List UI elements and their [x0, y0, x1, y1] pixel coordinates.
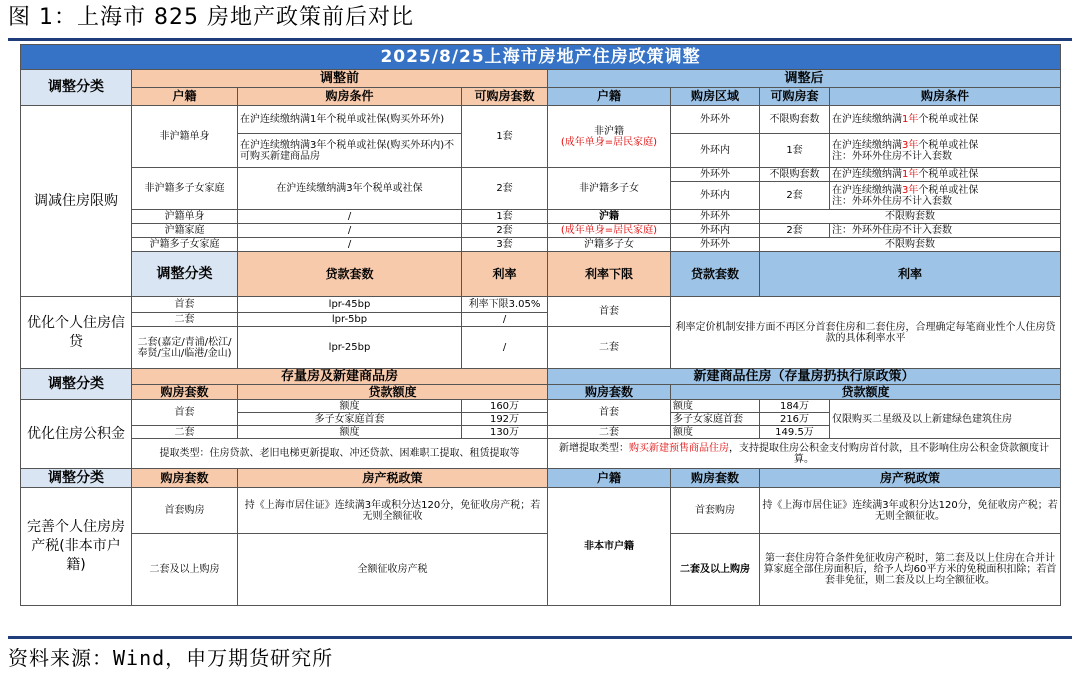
table-cell: 1套: [462, 106, 548, 168]
cond-note: 注：外环外住房不计入套数: [832, 150, 952, 162]
col-count: 购房套数: [132, 385, 238, 400]
table-cell: 二套及以上购房: [671, 534, 760, 606]
table-cell: 额度: [238, 426, 462, 439]
table-cell: 首套购房: [671, 488, 760, 534]
table-cell: /: [462, 327, 548, 369]
col-condition-after: 购房条件: [830, 88, 1061, 106]
col-amount: 贷款额度: [238, 385, 548, 400]
table-cell: 提取类型：住房贷款、老旧电梯更新提取、冲还贷款、困难职工提取、租赁提取等: [132, 439, 548, 469]
table-cell: lpr-25bp: [238, 327, 462, 369]
source-note: 资料来源：Wind，申万期货研究所: [8, 646, 334, 670]
col-loan-count-after: 贷款套数: [671, 252, 760, 297]
table-cell: 在沪连续缴纳满1年个税单或社保(购买外环外): [238, 106, 462, 134]
hukou-label: 非沪籍: [594, 125, 624, 137]
table-cell: /: [462, 313, 548, 327]
col-count-after: 购房套数: [548, 385, 671, 400]
table-cell: 非沪籍多子女家庭: [132, 168, 238, 210]
category-header: 调整分类: [21, 469, 132, 488]
table-cell: /: [238, 210, 462, 224]
table-cell: 多子女家庭首套: [671, 413, 760, 426]
table-cell: 3套: [462, 238, 548, 252]
table-cell: [830, 168, 1061, 182]
extract-highlight: 购买新建预售商品住房: [629, 442, 730, 454]
table-cell: 额度: [238, 400, 462, 413]
table-cell: 外环外: [671, 168, 760, 182]
table-cell: [548, 106, 671, 168]
top-rule: [8, 38, 1072, 41]
section-purchase-limit: 调减住房限购: [21, 106, 132, 297]
hukou-note: (成年单身=居民家庭): [560, 136, 658, 148]
table-cell: [830, 106, 1061, 134]
table-cell: 沪籍多子女家庭: [132, 238, 238, 252]
table-cell: 首套: [548, 297, 671, 327]
before-header: 存量房及新建商品房: [132, 369, 548, 385]
table-cell: 不限购套数: [760, 238, 1061, 252]
col-area-after: 购房区域: [671, 88, 760, 106]
table-cell: 持《上海市居住证》连续满3年或积分达120分，免征收房产税；若无则全额征收: [238, 488, 548, 534]
table-cell: 外环外: [671, 106, 760, 134]
table-cell: 第一套住房符合条件免征收房产税时，第二套及以上住房在合并计算家庭全部住房面积后，给予人均60平方米的免税面积扣除；若首套非免征，则二套及以上均全额征收。: [760, 534, 1061, 606]
col-loan-count: 贷款套数: [238, 252, 462, 297]
table-cell: 二套: [548, 426, 671, 439]
table-cell: 注：外环外住房不计入套数: [830, 224, 1061, 238]
category-header: 调整分类: [132, 252, 238, 297]
table-cell: 额度: [671, 400, 760, 413]
table-cell: 外环内: [671, 134, 760, 168]
col-count-after: 购房套数: [671, 469, 760, 488]
table-cell: lpr-45bp: [238, 297, 462, 313]
table-cell: 沪籍: [548, 210, 671, 224]
col-count: 可购房套数: [462, 88, 548, 106]
table-cell: 外环外: [671, 210, 760, 224]
table-cell: 1套: [760, 134, 830, 168]
cond-years: 1年: [902, 114, 919, 125]
table-cell: [830, 134, 1061, 168]
table-cell: 149.5万: [760, 426, 830, 439]
table-cell: 二套及以上购房: [132, 534, 238, 606]
table-cell: 184万: [760, 400, 830, 413]
extract-text: ，支持提取住房公积金支付购房首付款，且不影响住房公积金贷款额度计算。: [729, 442, 1050, 465]
table-cell: 二套(嘉定/青浦/松江/奉贤/宝山/临港/金山): [132, 327, 238, 369]
col-hukou: 户籍: [132, 88, 238, 106]
table-cell: 160万: [462, 400, 548, 413]
table-cell: 二套: [132, 313, 238, 327]
col-amount-after: 贷款额度: [671, 385, 1061, 400]
section-property-tax: 完善个人住房房产税(非本市户籍): [21, 488, 132, 606]
table-cell: 非本市户籍: [548, 488, 671, 606]
cond-text: 个税单或社保: [918, 139, 979, 151]
table-cell: 二套: [132, 426, 238, 439]
before-header: 调整前: [132, 70, 548, 88]
category-header: 调整分类: [21, 70, 132, 106]
table-cell: 仅限购买二星级及以上新建绿色建筑住房: [830, 400, 1061, 439]
table-cell: 非沪籍多子女: [548, 168, 671, 210]
after-header: 调整后: [548, 70, 1061, 88]
cond-years: 3年: [902, 184, 919, 196]
col-rate: 利率: [462, 252, 548, 297]
cond-text: 在沪连续缴纳满: [832, 139, 902, 151]
cond-text: 在沪连续缴纳满: [832, 169, 902, 180]
category-header: 调整分类: [21, 369, 132, 400]
bottom-rule: [8, 636, 1072, 639]
table-cell: 多子女家庭首套: [238, 413, 462, 426]
col-tax: 房产税政策: [238, 469, 548, 488]
col-hukou-after: 户籍: [548, 88, 671, 106]
table-cell: 首套: [548, 400, 671, 426]
table-cell: /: [238, 238, 462, 252]
table-cell: 沪籍多子女: [548, 238, 671, 252]
after-header: 新建商品住房（存量房扔执行原政策）: [548, 369, 1061, 385]
table-cell: 216万: [760, 413, 830, 426]
table-cell: 额度: [671, 426, 760, 439]
table-cell: 首套购房: [132, 488, 238, 534]
table-cell: 利率定价机制安排方面不再区分首套住房和二套住房，合理确定每笔商业性个人住房贷款的具体利率水平: [671, 297, 1061, 369]
section-housing-fund: 优化住房公积金: [21, 400, 132, 469]
table-cell: 192万: [462, 413, 548, 426]
col-hukou-after: 户籍: [548, 469, 671, 488]
table-cell: 在沪连续缴纳满3年个税单或社保(购买外环内)不可购买新建商品房: [238, 134, 462, 168]
table-cell: 外环内: [671, 224, 760, 238]
cond-note: 注：外环外住房不计入套数: [832, 195, 952, 207]
col-rate-floor: 利率下限: [548, 252, 671, 297]
policy-table: [20, 44, 1061, 606]
table-cell: [548, 439, 1061, 469]
extract-text: 新增提取类型：: [559, 442, 630, 454]
table-cell: 首套: [132, 400, 238, 426]
cond-text: 个税单或社保: [918, 169, 979, 180]
table-cell: 外环外: [671, 238, 760, 252]
table-cell: 沪籍单身: [132, 210, 238, 224]
table-cell: 全额征收房产税: [238, 534, 548, 606]
col-count-after: 可购房套: [760, 88, 830, 106]
table-cell: 2套: [760, 224, 830, 238]
cond-text: 在沪连续缴纳满: [832, 114, 902, 125]
col-count: 购房套数: [132, 469, 238, 488]
table-cell: 首套: [132, 297, 238, 313]
table-cell: 2套: [462, 168, 548, 210]
table-cell: 持《上海市居住证》连续满3年或积分达120分，免征收房产税；若无则全额征收。: [760, 488, 1061, 534]
table-cell: /: [238, 224, 462, 238]
table-cell: 在沪连续缴纳满3年个税单或社保: [238, 168, 462, 210]
table-cell: 不限购套数: [760, 106, 830, 134]
col-rate-after: 利率: [760, 252, 1061, 297]
table-cell: 不限购套数: [760, 210, 1061, 224]
col-condition: 购房条件: [238, 88, 462, 106]
table-cell: lpr-5bp: [238, 313, 462, 327]
figure-title: 图 1：上海市 825 房地产政策前后对比: [8, 5, 414, 30]
table-cell: 1套: [462, 210, 548, 224]
table-cell: (成年单身=居民家庭): [548, 224, 671, 238]
col-tax-after: 房产税政策: [760, 469, 1061, 488]
table-cell: 利率下限3.05%: [462, 297, 548, 313]
table-cell: [830, 182, 1061, 210]
table-cell: 不限购套数: [760, 168, 830, 182]
cond-years: 1年: [902, 169, 919, 180]
table-cell: 130万: [462, 426, 548, 439]
table-cell: 2套: [462, 224, 548, 238]
section-credit: 优化个人住房信贷: [21, 297, 132, 369]
table-banner: 2025/8/25上海市房地产住房政策调整: [21, 45, 1061, 70]
table-cell: 外环内: [671, 182, 760, 210]
table-cell: 非沪籍单身: [132, 106, 238, 168]
table-cell: 沪籍家庭: [132, 224, 238, 238]
cond-years: 3年: [902, 139, 919, 151]
table-cell: 二套: [548, 327, 671, 369]
table-cell: 2套: [760, 182, 830, 210]
cond-text: 在沪连续缴纳满: [832, 184, 902, 196]
cond-text: 个税单或社保: [918, 184, 979, 196]
cond-text: 个税单或社保: [918, 114, 979, 125]
